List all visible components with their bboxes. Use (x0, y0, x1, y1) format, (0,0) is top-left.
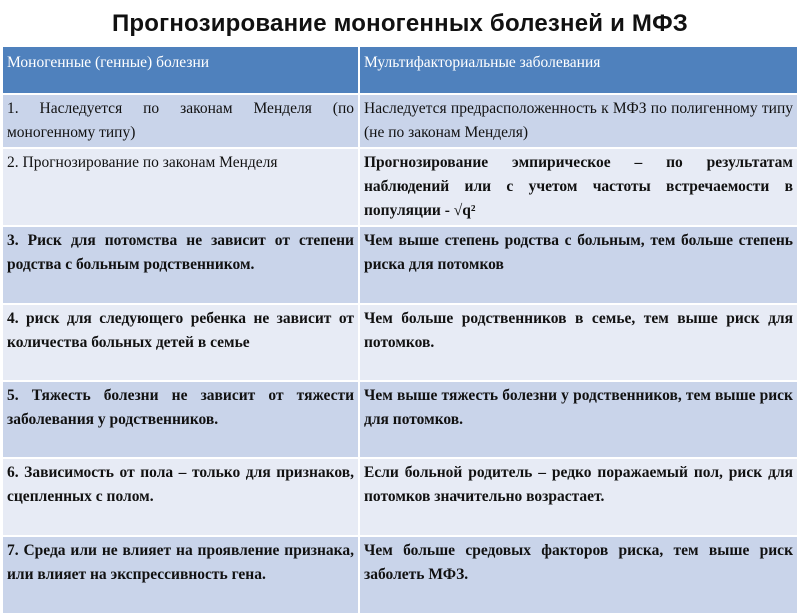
monogenic-cell: 1. Наследуется по законам Менделя (по моногенному типу) (3, 95, 358, 147)
monogenic-cell: 5. Тяжесть болезни не зависит от тяжести заболевания у родственников. (3, 382, 358, 457)
monogenic-cell: 3. Риск для потомства не зависит от степени родства с больным родственником. (3, 227, 358, 303)
multifactorial-cell: Чем выше степень родства с больным, тем больше степень риска для потомков (360, 227, 797, 303)
page-title: Прогнозирование моногенных болезней и МФЗ (111, 10, 689, 37)
table-row (3, 305, 797, 380)
comparison-table (1, 45, 799, 615)
multifactorial-cell: Если больной родитель – редко поражаемый пол, риск для потомков значительно возрастает. (360, 459, 797, 535)
multifactorial-cell: Наследуется предрасположенность к МФЗ по полигенному типу (не по законам Менделя) (360, 95, 797, 147)
header-multifactorial: Мультифакториальные заболевания (360, 47, 797, 93)
monogenic-cell: 6. Зависимость от пола – только для признаков, сцепленных с полом. (3, 459, 358, 535)
multifactorial-cell: Чем выше тяжесть болезни у родственников, тем выше риск для потомков. (360, 382, 797, 457)
table-row (3, 459, 797, 535)
monogenic-cell: 2. Прогнозирование по законам Менделя (3, 149, 358, 225)
table-row (3, 149, 797, 225)
table-row (3, 227, 797, 303)
monogenic-cell: 7. Среда или не влияет на проявление признака, или влияет на экспрессивность гена. (3, 537, 358, 613)
monogenic-cell: 4. риск для следующего ребенка не зависит от количества больных детей в семье (3, 305, 358, 380)
table-row (3, 95, 797, 147)
header-monogenic: Моногенные (генные) болезни (3, 47, 358, 93)
multifactorial-cell: Чем больше родственников в семье, тем выше риск для потомков. (360, 305, 797, 380)
multifactorial-cell: Прогнозирование эмпирическое – по результатам наблюдений или с учетом частоты встречаемости в популяции - √q² (360, 149, 797, 225)
table-row (3, 382, 797, 457)
table-row (3, 537, 797, 613)
table-header-row (3, 47, 797, 93)
multifactorial-cell: Чем больше средовых факторов риска, тем выше риск заболеть МФЗ. (360, 537, 797, 613)
